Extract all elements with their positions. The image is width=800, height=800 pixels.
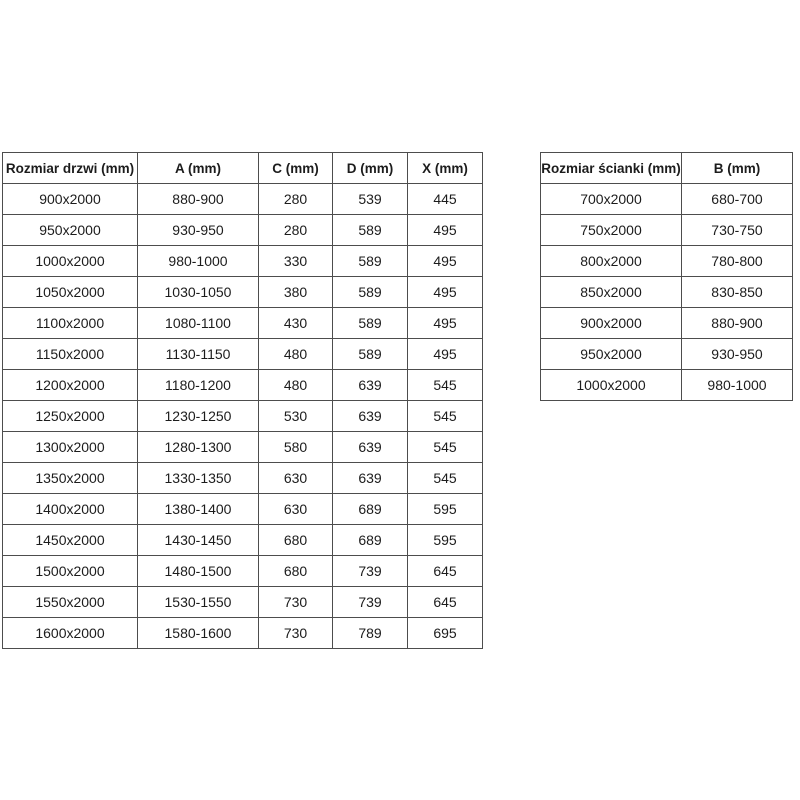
table-cell: 1580-1600 <box>138 618 259 649</box>
table-cell: 1550x2000 <box>3 587 138 618</box>
table-cell: 930-950 <box>138 215 259 246</box>
table-cell: 930-950 <box>682 339 793 370</box>
table-cell: 495 <box>408 277 483 308</box>
table-cell: 900x2000 <box>3 184 138 215</box>
table-cell: 589 <box>333 308 408 339</box>
table-cell: 1450x2000 <box>3 525 138 556</box>
table-cell: 700x2000 <box>541 184 682 215</box>
table-cell: 1000x2000 <box>3 246 138 277</box>
table-cell: 589 <box>333 215 408 246</box>
table-cell: 1200x2000 <box>3 370 138 401</box>
table-cell: 580 <box>259 432 333 463</box>
column-header: D (mm) <box>333 153 408 184</box>
table-cell: 900x2000 <box>541 308 682 339</box>
table-row <box>3 494 483 525</box>
column-header: Rozmiar ścianki (mm) <box>541 153 682 184</box>
table-row <box>541 215 793 246</box>
wall-size-table <box>540 152 793 401</box>
table-row <box>3 184 483 215</box>
table-row <box>3 308 483 339</box>
table-cell: 730 <box>259 618 333 649</box>
table-cell: 645 <box>408 587 483 618</box>
table-row <box>3 370 483 401</box>
table-cell: 639 <box>333 463 408 494</box>
column-header: Rozmiar drzwi (mm) <box>3 153 138 184</box>
table-cell: 1180-1200 <box>138 370 259 401</box>
table-cell: 1150x2000 <box>3 339 138 370</box>
table-row <box>541 308 793 339</box>
table-cell: 730 <box>259 587 333 618</box>
table-cell: 1500x2000 <box>3 556 138 587</box>
table-cell: 280 <box>259 215 333 246</box>
table-cell: 1130-1150 <box>138 339 259 370</box>
table-row <box>3 556 483 587</box>
column-header: C (mm) <box>259 153 333 184</box>
table-row <box>541 246 793 277</box>
table-row <box>3 463 483 494</box>
table-cell: 1080-1100 <box>138 308 259 339</box>
table-row <box>541 277 793 308</box>
column-header: B (mm) <box>682 153 793 184</box>
table-cell: 1380-1400 <box>138 494 259 525</box>
table-row <box>3 215 483 246</box>
table-cell: 545 <box>408 432 483 463</box>
table-cell: 1030-1050 <box>138 277 259 308</box>
table-cell: 539 <box>333 184 408 215</box>
table-cell: 695 <box>408 618 483 649</box>
table-cell: 1330-1350 <box>138 463 259 494</box>
table-cell: 1050x2000 <box>3 277 138 308</box>
table-cell: 1100x2000 <box>3 308 138 339</box>
table-cell: 1230-1250 <box>138 401 259 432</box>
table-cell: 589 <box>333 339 408 370</box>
table-cell: 1480-1500 <box>138 556 259 587</box>
table-row <box>3 401 483 432</box>
table-cell: 680 <box>259 556 333 587</box>
table-cell: 495 <box>408 246 483 277</box>
table-cell: 1430-1450 <box>138 525 259 556</box>
table-header-row <box>3 153 483 184</box>
table-cell: 495 <box>408 215 483 246</box>
table-row <box>3 587 483 618</box>
table-cell: 589 <box>333 277 408 308</box>
table-row <box>3 339 483 370</box>
table-cell: 950x2000 <box>541 339 682 370</box>
table-cell: 480 <box>259 370 333 401</box>
table-cell: 830-850 <box>682 277 793 308</box>
table-cell: 445 <box>408 184 483 215</box>
door-size-table <box>2 152 483 649</box>
table-cell: 1280-1300 <box>138 432 259 463</box>
table-cell: 789 <box>333 618 408 649</box>
table-row <box>3 525 483 556</box>
table-cell: 595 <box>408 494 483 525</box>
table-row <box>3 246 483 277</box>
table-cell: 689 <box>333 494 408 525</box>
table-cell: 950x2000 <box>3 215 138 246</box>
table-cell: 280 <box>259 184 333 215</box>
table-cell: 430 <box>259 308 333 339</box>
table-cell: 750x2000 <box>541 215 682 246</box>
table-row <box>541 339 793 370</box>
table-cell: 639 <box>333 370 408 401</box>
table-cell: 850x2000 <box>541 277 682 308</box>
table-row <box>3 618 483 649</box>
table-cell: 880-900 <box>138 184 259 215</box>
column-header: A (mm) <box>138 153 259 184</box>
table-cell: 380 <box>259 277 333 308</box>
column-header: X (mm) <box>408 153 483 184</box>
table-cell: 530 <box>259 401 333 432</box>
table-cell: 739 <box>333 587 408 618</box>
table-cell: 630 <box>259 463 333 494</box>
table-cell: 1350x2000 <box>3 463 138 494</box>
table-cell: 630 <box>259 494 333 525</box>
table-cell: 330 <box>259 246 333 277</box>
table-cell: 595 <box>408 525 483 556</box>
table-cell: 780-800 <box>682 246 793 277</box>
table-cell: 680 <box>259 525 333 556</box>
table-cell: 880-900 <box>682 308 793 339</box>
table-cell: 545 <box>408 463 483 494</box>
table-row <box>3 277 483 308</box>
table-cell: 980-1000 <box>138 246 259 277</box>
table-row <box>3 432 483 463</box>
table-cell: 545 <box>408 401 483 432</box>
table-cell: 1400x2000 <box>3 494 138 525</box>
table-cell: 645 <box>408 556 483 587</box>
table-cell: 739 <box>333 556 408 587</box>
table-cell: 480 <box>259 339 333 370</box>
table-row <box>541 370 793 401</box>
table-cell: 1600x2000 <box>3 618 138 649</box>
table-cell: 639 <box>333 432 408 463</box>
table-cell: 1300x2000 <box>3 432 138 463</box>
table-cell: 1250x2000 <box>3 401 138 432</box>
table-cell: 730-750 <box>682 215 793 246</box>
table-cell: 1530-1550 <box>138 587 259 618</box>
table-cell: 545 <box>408 370 483 401</box>
table-cell: 1000x2000 <box>541 370 682 401</box>
table-cell: 680-700 <box>682 184 793 215</box>
table-cell: 800x2000 <box>541 246 682 277</box>
table-cell: 495 <box>408 308 483 339</box>
table-cell: 495 <box>408 339 483 370</box>
table-row <box>541 184 793 215</box>
table-cell: 589 <box>333 246 408 277</box>
table-cell: 689 <box>333 525 408 556</box>
table-cell: 639 <box>333 401 408 432</box>
table-header-row <box>541 153 793 184</box>
table-cell: 980-1000 <box>682 370 793 401</box>
